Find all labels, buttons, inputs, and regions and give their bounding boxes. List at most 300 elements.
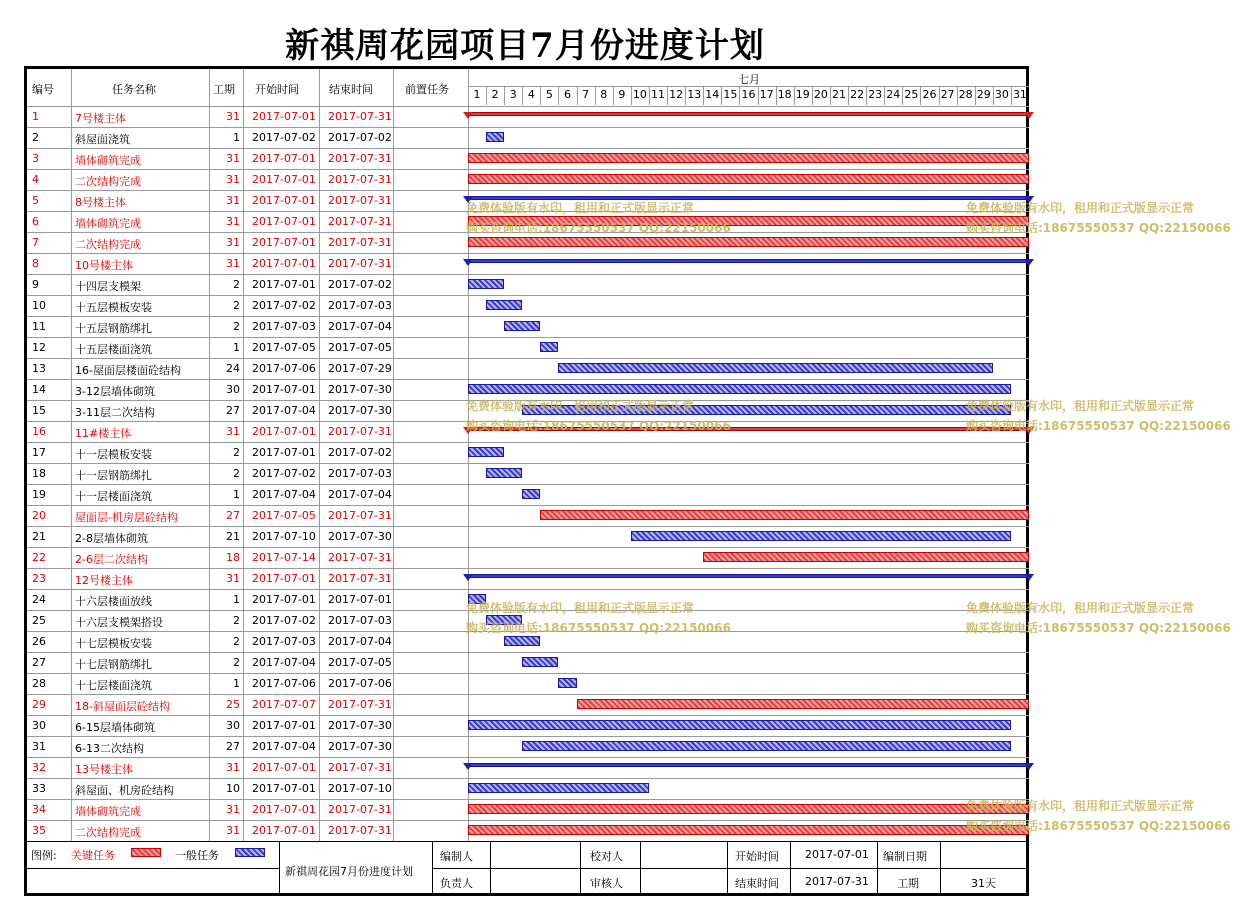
footer-divider [432,841,433,893]
task-duration: 2 [233,656,240,669]
day-header: 17 [759,88,774,101]
task-id: 6 [32,215,39,228]
summary-end-marker [1024,574,1034,581]
task-name: 十一层钢筋绑扎 [75,469,152,482]
task-end: 2017-07-10 [328,782,392,795]
day-header: 31 [1012,88,1027,101]
task-id: 27 [32,656,46,669]
day-header: 27 [940,88,955,101]
page-title: 新祺周花园项目7月份进度计划 [285,26,765,66]
task-start: 2017-07-04 [252,740,316,753]
task-start: 2017-07-02 [252,614,316,627]
footer-divider [940,841,941,893]
task-name: 11#楼主体 [75,427,132,440]
footer-divider [790,841,791,893]
day-header: 22 [850,88,865,101]
task-name: 6-13二次结构 [75,742,144,755]
task-bar [558,363,992,373]
task-start: 2017-07-05 [252,509,316,522]
day-header: 6 [564,88,572,101]
task-end: 2017-07-31 [328,110,392,123]
day-header: 7 [582,88,590,101]
task-id: 20 [32,509,46,522]
watermark-text [966,396,1231,436]
task-end: 2017-07-02 [328,446,392,459]
day-divider [794,87,795,105]
task-start: 2017-07-03 [252,635,316,648]
row-divider [27,358,1029,359]
task-duration: 21 [226,530,240,543]
row-divider [27,547,1029,548]
row-divider [27,463,1029,464]
task-duration: 25 [226,698,240,711]
day-divider [631,87,632,105]
summary-start-marker [463,259,473,266]
day-divider [776,87,777,105]
day-header: 26 [922,88,937,101]
task-end: 2017-07-31 [328,152,392,165]
task-end: 2017-07-30 [328,383,392,396]
task-id: 31 [32,740,46,753]
task-id: 12 [32,341,46,354]
task-id: 4 [32,173,39,186]
task-start: 2017-07-01 [252,761,316,774]
task-name: 十七层楼面浇筑 [75,679,152,692]
task-start: 2017-07-01 [252,110,316,123]
start-label: 开始时间 [735,850,779,863]
day-divider [812,87,813,105]
footer-divider [580,841,581,893]
task-id: 21 [32,530,46,543]
column-divider [393,69,394,841]
task-bar [703,552,1029,562]
watermark-text [466,598,731,638]
summary-bar [468,112,1029,116]
row-divider [27,106,1029,107]
day-divider [902,87,903,105]
task-id: 8 [32,257,39,270]
task-bar [468,237,1029,247]
day-divider [522,87,523,105]
task-id: 1 [32,110,39,123]
legend-critical-swatch [131,848,161,857]
task-bar [522,657,558,667]
start-value: 2017-07-01 [805,848,869,861]
task-duration: 24 [226,362,240,375]
task-duration: 18 [226,551,240,564]
task-duration: 2 [233,614,240,627]
task-duration: 31 [226,194,240,207]
task-name: 十一层模板安装 [75,448,152,461]
task-name: 十一层楼面浇筑 [75,490,152,503]
watermark-text [966,598,1231,638]
task-name: 十五层模板安装 [75,301,152,314]
row-divider [27,589,1029,590]
day-divider [703,87,704,105]
gantt-sheet [24,66,1029,896]
day-divider [920,87,921,105]
legend-normal-label: 一般任务 [175,849,219,862]
task-id: 17 [32,446,46,459]
task-name: 2-8层墙体砌筑 [75,532,148,545]
task-end: 2017-07-31 [328,824,392,837]
watermark-line1: 免费体验版有水印，租用和正式版显示正常 [466,201,695,215]
day-header: 12 [669,88,684,101]
header-id: 编号 [32,83,54,96]
watermark-line2: 购买咨询电话:18675550537 QQ:22150066 [966,419,1231,433]
watermark-line2: 购买咨询电话:18675550537 QQ:22150066 [966,621,1231,635]
task-duration: 1 [233,488,240,501]
task-duration: 31 [226,572,240,585]
task-name: 墙体砌筑完成 [75,217,141,230]
row-divider [27,778,1029,779]
day-divider [595,87,596,105]
task-duration: 31 [226,257,240,270]
task-duration: 31 [226,803,240,816]
footer-divider [279,841,280,893]
task-id: 7 [32,236,39,249]
day-header: 3 [509,88,517,101]
row-divider [27,694,1029,695]
task-name: 13号楼主体 [75,763,133,776]
summary-start-marker [463,574,473,581]
watermark-line2: 购买咨询电话:18675550537 QQ:22150066 [966,819,1231,833]
task-name: 斜屋面、机房砼结构 [75,784,174,797]
legend-bottom-line [27,868,279,869]
day-header: 13 [687,88,702,101]
task-end: 2017-07-05 [328,341,392,354]
task-id: 29 [32,698,46,711]
task-bar [486,300,522,310]
task-name: 墙体砌筑完成 [75,805,141,818]
task-start: 2017-07-07 [252,698,316,711]
reviewer-label: 审核人 [590,877,623,890]
task-bar [468,153,1029,163]
task-end: 2017-07-31 [328,215,392,228]
task-end: 2017-07-04 [328,320,392,333]
task-end: 2017-07-04 [328,635,392,648]
task-end: 2017-07-31 [328,173,392,186]
row-divider [27,295,1029,296]
day-header: 5 [545,88,553,101]
task-bar [468,447,504,457]
task-name: 8号楼主体 [75,196,126,209]
task-duration: 2 [233,446,240,459]
day-divider [504,87,505,105]
header-start: 开始时间 [255,83,299,96]
task-end: 2017-07-31 [328,236,392,249]
task-name: 二次结构完成 [75,826,141,839]
task-duration: 2 [233,278,240,291]
summary-start-marker [463,763,473,770]
row-divider [27,715,1029,716]
day-divider [739,87,740,105]
end-label: 结束时间 [735,877,779,890]
row-divider [27,820,1029,821]
task-start: 2017-07-01 [252,152,316,165]
row-divider [27,127,1029,128]
task-end: 2017-07-31 [328,551,392,564]
task-id: 13 [32,362,46,375]
task-id: 16 [32,425,46,438]
task-start: 2017-07-01 [252,572,316,585]
task-start: 2017-07-02 [252,467,316,480]
row-divider [27,568,1029,569]
task-name: 十五层楼面浇筑 [75,343,152,356]
day-header: 16 [741,88,756,101]
task-start: 2017-07-02 [252,299,316,312]
task-name: 18-斜屋面层砼结构 [75,700,170,713]
day-divider [848,87,849,105]
task-end: 2017-07-30 [328,530,392,543]
day-divider [993,87,994,105]
row-divider [27,757,1029,758]
task-id: 30 [32,719,46,732]
task-id: 34 [32,803,46,816]
row-divider [27,316,1029,317]
task-start: 2017-07-06 [252,677,316,690]
header-name: 任务名称 [112,83,156,96]
watermark-line2: 购买咨询电话:18675550537 QQ:22150066 [466,419,731,433]
task-duration: 30 [226,719,240,732]
task-start: 2017-07-01 [252,803,316,816]
duration-label: 工期 [897,877,919,890]
header-month: 七月 [738,73,760,86]
column-divider [319,69,320,841]
task-id: 2 [32,131,39,144]
duration-value: 31天 [971,877,996,890]
task-id: 33 [32,782,46,795]
watermark-line2: 购买咨询电话:18675550537 QQ:22150066 [466,221,731,235]
task-name: 十五层钢筋绑扎 [75,322,152,335]
day-header: 4 [527,88,535,101]
task-name: 3-11层二次结构 [75,406,155,419]
task-start: 2017-07-01 [252,215,316,228]
row-divider [27,337,1029,338]
watermark-line1: 免费体验版有水印，租用和正式版显示正常 [466,601,695,615]
day-divider [957,87,958,105]
task-bar [486,468,522,478]
day-divider [577,87,578,105]
day-divider [975,87,976,105]
header-predecessor: 前置任务 [405,83,449,96]
task-end: 2017-07-03 [328,299,392,312]
day-divider [540,87,541,105]
task-end: 2017-07-31 [328,803,392,816]
row-divider [27,526,1029,527]
task-id: 14 [32,383,46,396]
task-end: 2017-07-31 [328,698,392,711]
task-end: 2017-07-03 [328,467,392,480]
watermark-line1: 免费体验版有水印，租用和正式版显示正常 [966,601,1195,615]
header-duration: 工期 [213,83,235,96]
end-value: 2017-07-31 [805,875,869,888]
task-end: 2017-07-05 [328,656,392,669]
owner-label: 负责人 [440,877,473,890]
date-label: 编制日期 [883,850,927,863]
column-divider [243,69,244,841]
day-header: 8 [600,88,608,101]
task-id: 3 [32,152,39,165]
row-divider [27,505,1029,506]
day-divider [613,87,614,105]
row-divider [27,190,1029,191]
task-end: 2017-07-31 [328,509,392,522]
task-start: 2017-07-01 [252,824,316,837]
task-end: 2017-07-31 [328,257,392,270]
task-end: 2017-07-29 [328,362,392,375]
task-start: 2017-07-01 [252,446,316,459]
day-header: 29 [976,88,991,101]
task-bar [468,720,1011,730]
task-name: 2-6层二次结构 [75,553,148,566]
task-name: 斜屋面浇筑 [75,133,130,146]
summary-end-marker [1024,763,1034,770]
task-bar [522,741,1011,751]
summary-start-marker [463,112,473,119]
day-header: 11 [651,88,665,101]
legend-critical-label: 关键任务 [71,849,115,862]
task-start: 2017-07-01 [252,719,316,732]
task-bar [486,132,504,142]
day-divider [866,87,867,105]
task-duration: 27 [226,740,240,753]
row-divider [27,673,1029,674]
task-id: 19 [32,488,46,501]
task-end: 2017-07-31 [328,572,392,585]
task-bar [631,531,1011,541]
task-end: 2017-07-04 [328,488,392,501]
body-bottom-line [27,841,1029,842]
row-divider [27,379,1029,380]
day-header: 15 [723,88,738,101]
task-start: 2017-07-10 [252,530,316,543]
task-duration: 1 [233,677,240,690]
task-name: 十七层模板安装 [75,637,152,650]
task-duration: 2 [233,299,240,312]
task-name: 3-12层墙体砌筑 [75,385,155,398]
day-header: 2 [491,88,499,101]
task-end: 2017-07-31 [328,425,392,438]
task-start: 2017-07-14 [252,551,316,564]
task-end: 2017-07-03 [328,614,392,627]
row-divider [27,442,1029,443]
task-name: 12号楼主体 [75,574,133,587]
task-end: 2017-07-30 [328,740,392,753]
task-end: 2017-07-30 [328,404,392,417]
task-id: 32 [32,761,46,774]
task-end: 2017-07-31 [328,194,392,207]
task-bar [468,279,504,289]
task-name: 二次结构完成 [75,238,141,251]
task-start: 2017-07-02 [252,131,316,144]
watermark-line1: 免费体验版有水印，租用和正式版显示正常 [966,799,1195,813]
task-name: 墙体砌筑完成 [75,154,141,167]
task-id: 25 [32,614,46,627]
row-divider [27,274,1029,275]
task-duration: 31 [226,173,240,186]
row-divider [27,484,1029,485]
day-header: 20 [813,88,828,101]
watermark-text [966,198,1231,238]
summary-end-marker [1024,259,1034,266]
task-start: 2017-07-01 [252,425,316,438]
task-id: 22 [32,551,46,564]
month-divider [468,86,1029,87]
task-id: 24 [32,593,46,606]
task-start: 2017-07-04 [252,656,316,669]
task-end: 2017-07-02 [328,131,392,144]
footer-divider [727,841,728,893]
legend-label: 图例: [31,849,57,862]
task-id: 15 [32,404,46,417]
task-start: 2017-07-04 [252,404,316,417]
task-start: 2017-07-01 [252,782,316,795]
task-bar [540,342,558,352]
task-bar [468,174,1029,184]
task-duration: 1 [233,593,240,606]
footer-divider [490,841,491,893]
task-start: 2017-07-01 [252,173,316,186]
day-divider [486,87,487,105]
header-end: 结束时间 [329,83,373,96]
task-duration: 2 [233,320,240,333]
day-header: 28 [958,88,973,101]
summary-bar [468,763,1029,767]
task-end: 2017-07-31 [328,761,392,774]
checker-label: 校对人 [590,850,623,863]
task-duration: 31 [226,152,240,165]
row-divider [27,253,1029,254]
task-bar [540,510,1029,520]
task-name: 7号楼主体 [75,112,126,125]
day-header: 25 [904,88,919,101]
task-bar [577,699,1029,709]
summary-end-marker [1024,112,1034,119]
task-id: 23 [32,572,46,585]
day-divider [721,87,722,105]
day-header: 10 [632,88,647,101]
watermark-text [966,796,1231,836]
editor-label: 编制人 [440,850,473,863]
watermark-line2: 购买咨询电话:18675550537 QQ:22150066 [466,621,731,635]
day-header: 1 [473,88,481,101]
task-id: 5 [32,194,39,207]
task-start: 2017-07-01 [252,194,316,207]
task-bar [558,678,576,688]
task-id: 9 [32,278,39,291]
task-name: 十四层支模架 [75,280,141,293]
row-divider [27,799,1029,800]
row-divider [27,169,1029,170]
task-duration: 31 [226,110,240,123]
task-bar [522,489,540,499]
task-duration: 31 [226,236,240,249]
task-bar [504,321,540,331]
plan-name: 新祺周花园7月份进度计划 [285,865,413,878]
row-divider [27,652,1029,653]
task-name: 十六层支模架搭设 [75,616,163,629]
day-divider [830,87,831,105]
task-bar [468,804,1029,814]
task-duration: 31 [226,425,240,438]
day-divider [558,87,559,105]
task-start: 2017-07-06 [252,362,316,375]
task-duration: 31 [226,824,240,837]
task-start: 2017-07-01 [252,236,316,249]
footer-divider [640,841,641,893]
task-start: 2017-07-01 [252,257,316,270]
